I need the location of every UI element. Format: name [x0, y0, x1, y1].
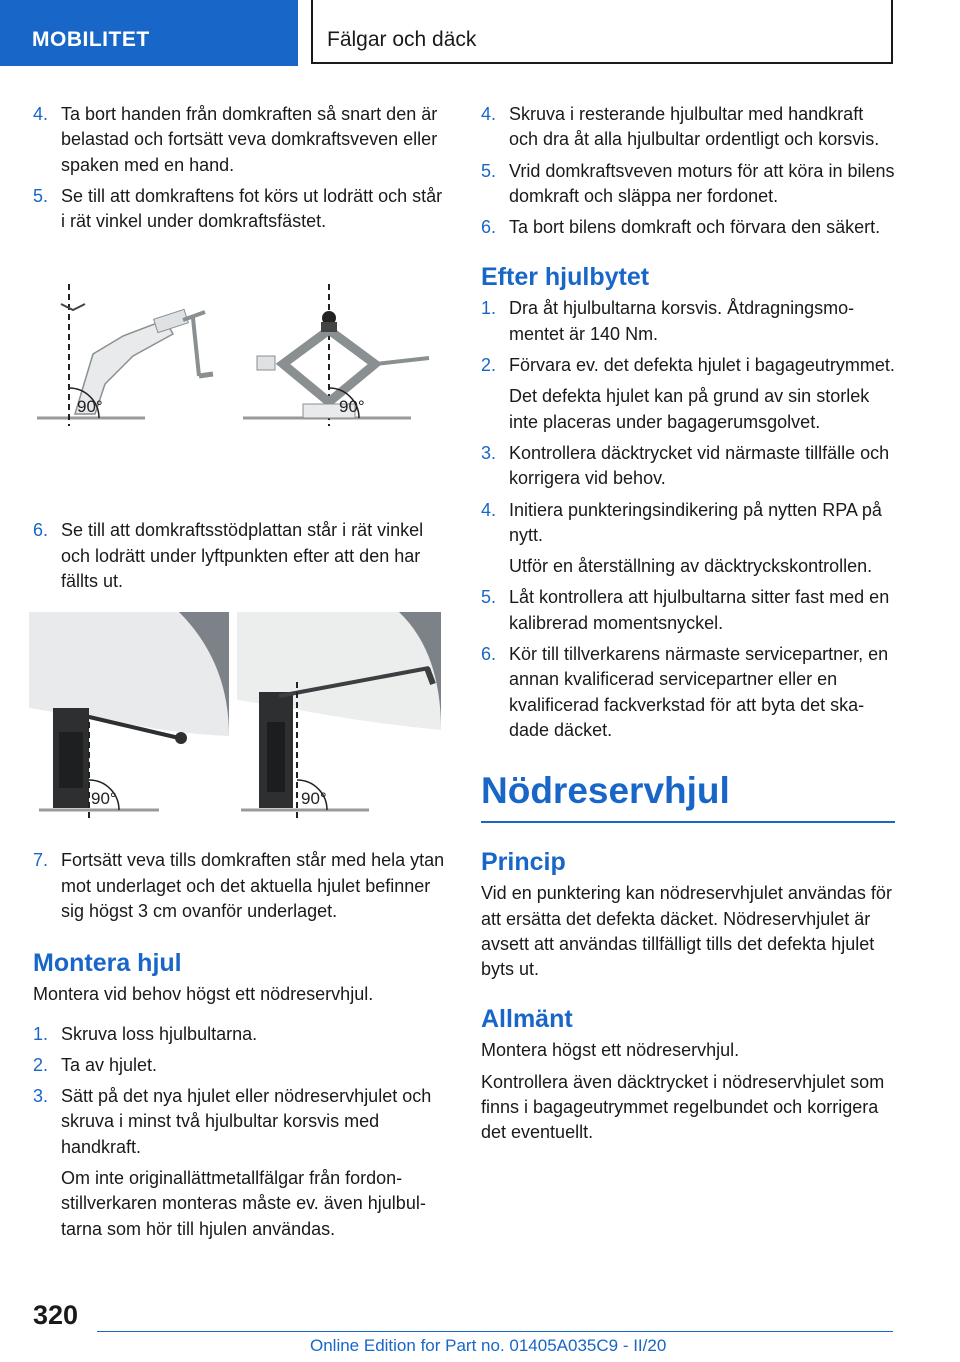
- step-text: Skruva loss hjulbultarna.: [61, 1023, 258, 1044]
- list-item: [481, 296, 895, 347]
- list-item: [481, 215, 895, 240]
- step-note: Det defekta hjulet kan på grund av sin storlek inte placeras under bagagerumsgolvet.: [509, 386, 870, 432]
- section-heading-general: Allmänt: [481, 1005, 573, 1034]
- general-text-2: Kontrollera även däcktrycket i nödreservhjulet som finns i bagageutrymmet regelbundet och korrigera det eventuellt.: [481, 1071, 885, 1143]
- step-number: 1.: [33, 1023, 49, 1044]
- chapter-title: Fälgar och däck: [327, 28, 477, 51]
- step-number: 6.: [33, 520, 49, 541]
- step-text: Förvara ev. det defekta hjulet i bagageutrymmet.: [509, 355, 895, 376]
- step-number: 5.: [481, 587, 497, 608]
- list-item: [33, 1022, 445, 1047]
- list-item: [33, 102, 445, 178]
- jack-angle-illustration: [33, 284, 445, 504]
- title-divider: [481, 821, 895, 823]
- section-title: MOBILITET: [32, 28, 150, 51]
- step-number: 7.: [33, 850, 49, 871]
- footer-divider: [97, 1331, 893, 1332]
- step-text: Initiera punkteringsindikering på nytten RPA på nytt.: [509, 499, 882, 545]
- section-tab: [0, 0, 298, 66]
- list-item: [481, 498, 895, 580]
- step-number: 4.: [481, 499, 497, 520]
- step-text: Se till att domkraftsstödplattan står i rät vinkel och lodrätt under lyftpunkten efter att den har fällts ut.: [61, 520, 424, 592]
- step-text: Sätt på det nya hjulet eller nödreservhjulet och skruva i minst två hjulbultar korsvis med handkraft.: [61, 1086, 432, 1157]
- step-number: 3.: [481, 442, 497, 463]
- step-number: 3.: [33, 1086, 49, 1107]
- step-text: Ta bort handen från domkraften så snart den är belastad och fortsätt veva domkraftsveven eller spaken med en hand.: [61, 104, 438, 175]
- angle-label: 90°: [77, 397, 103, 417]
- list-item: [481, 159, 895, 210]
- step-number: 4.: [33, 104, 49, 124]
- step-text: Se till att domkraftens fot körs ut lodrätt och står i rät vinkel under domkraftsfästet.: [61, 185, 443, 232]
- page-number: 320: [33, 1300, 79, 1330]
- principle-text: Vid en punktering kan nödreservhjulet användas för att ersätta det defekta däcket. Nödreservhjulet är avsett att användas tillfälligt tills det defekta hjulet byts ut.: [481, 883, 892, 980]
- general-text-1: Montera högst ett nödreservhjul.: [481, 1040, 740, 1061]
- step-text: Vrid domkraftsveven moturs för att köra in bilens domkraft och släppa ner fordonet.: [509, 160, 895, 206]
- step-number: 6.: [481, 217, 497, 238]
- step-number: 4.: [481, 104, 497, 124]
- mount-intro: Montera vid behov högst ett nödreservhjul.: [33, 984, 374, 1005]
- section-heading-after: Efter hjulbytet: [481, 263, 650, 292]
- list-item: [481, 441, 895, 492]
- list-item: [481, 642, 895, 743]
- jack-position-photos: [33, 612, 445, 818]
- list-item: [481, 353, 895, 435]
- list-item: [481, 585, 895, 636]
- spare-wheel-section: [481, 769, 895, 823]
- angle-label: 90°: [91, 789, 117, 809]
- list-item: [33, 848, 445, 924]
- step-text: Fortsätt veva tills domkraften står med hela ytan mot underlaget och det aktuella hjulet befinner sig högst 3 cm ovanför underlaget.: [61, 850, 445, 921]
- list-item: [33, 518, 445, 594]
- step-text: Låt kontrollera att hjulbultarna sitter fast med en kalibrerad momentsnyckel.: [509, 587, 890, 633]
- step-text: Kontrollera däcktrycket vid närmaste tillfälle och korrigera vid behov.: [509, 442, 890, 489]
- step-text: Ta bort bilens domkraft och förvara den säkert.: [509, 217, 881, 238]
- footer-edition: Online Edition for Part no. 01405A035C9 - II/20: [310, 1336, 667, 1355]
- step-note: Om inte originallättmetallfälgar från fordonstillverkaren monteras måste ev. även hjulbultarna som hör till hjulen användas.: [61, 1168, 426, 1239]
- jack-photos-svg: [29, 612, 441, 818]
- step-text: Dra åt hjulbultarna korsvis. Åtdragningsmomentet är 140 Nm.: [509, 298, 855, 344]
- step-text: Ta av hjulet.: [61, 1054, 158, 1075]
- step-number: 5.: [33, 185, 49, 206]
- angle-label: 90°: [339, 397, 365, 417]
- list-item: [481, 102, 895, 153]
- list-item: [33, 184, 445, 235]
- step-number: 1.: [481, 298, 497, 319]
- section-heading-principle: Princip: [481, 848, 566, 877]
- list-item: [33, 1084, 445, 1242]
- step-text: Skruva i resterande hjulbultar med handkraft och dra åt alla hjulbultar ordentligt och korsvis.: [509, 104, 880, 150]
- angle-label: 90°: [301, 789, 327, 809]
- page-title: Nödreservhjul: [481, 770, 730, 812]
- right-column: [481, 102, 895, 1152]
- step-note: Utför en återställning av däcktryckskontrollen.: [509, 556, 873, 577]
- section-heading-mount: Montera hjul: [33, 949, 182, 978]
- step-number: 6.: [481, 644, 497, 665]
- chapter-header: [311, 0, 893, 64]
- jack-diagram-svg: [33, 284, 445, 444]
- step-number: 5.: [481, 160, 497, 181]
- step-number: 2.: [481, 355, 497, 376]
- list-item: [33, 1053, 445, 1078]
- left-column: [33, 102, 445, 1248]
- step-number: 2.: [33, 1054, 49, 1075]
- step-text: Kör till tillverkarens närmaste servicepartner, en annan kvalificerad servicepartner eller en kvalificerad fackverkstad för att byta det skadade däcket.: [509, 644, 889, 740]
